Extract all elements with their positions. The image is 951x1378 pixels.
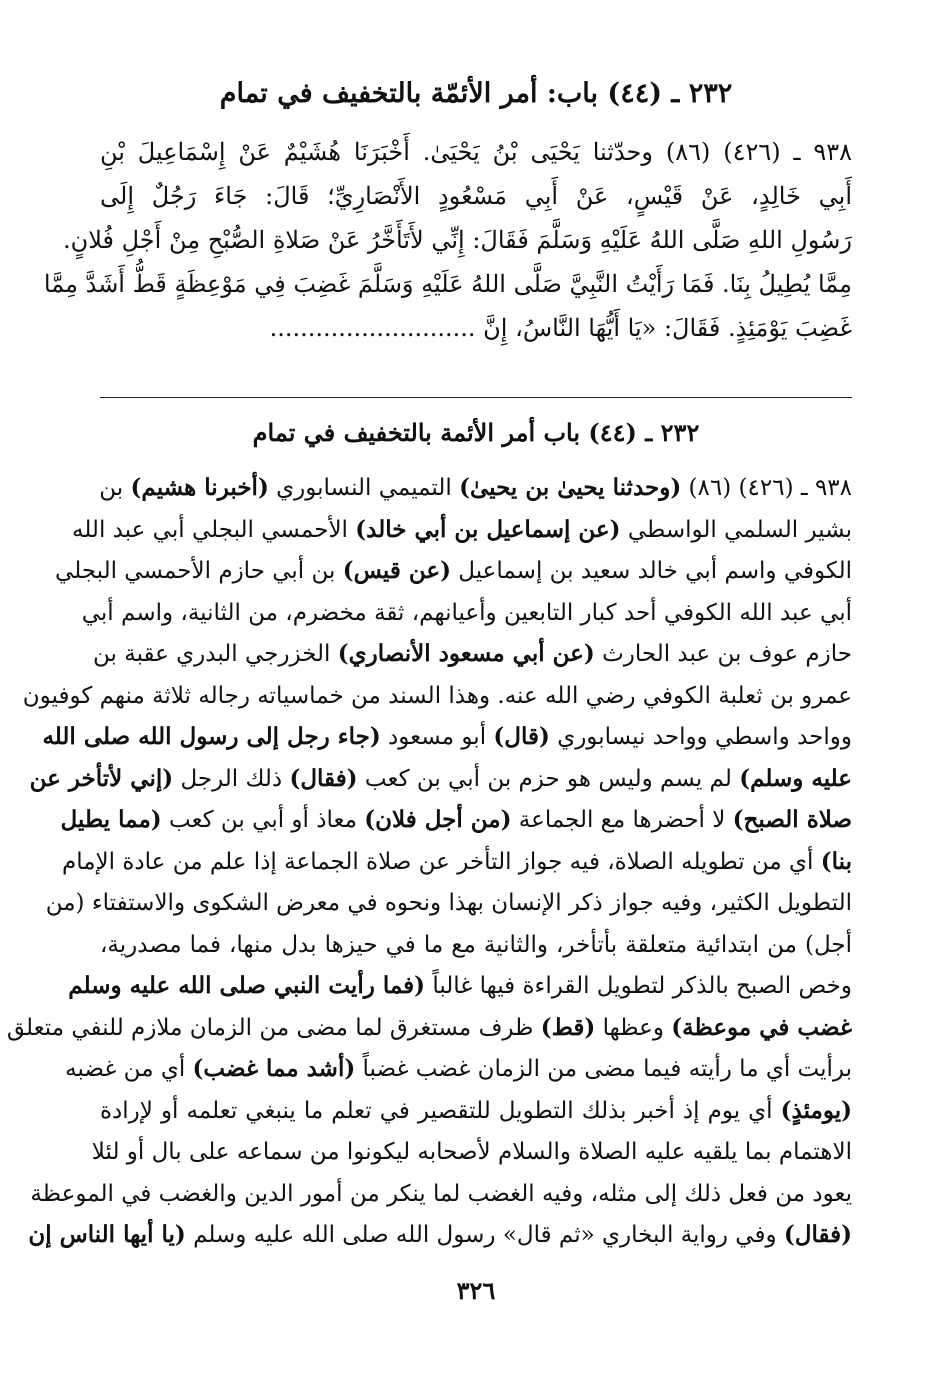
commentary-line [81,595,852,631]
commentary-line [65,1051,852,1087]
commentary-line [45,885,852,921]
hadith-line: غَضِبَ يَوْمَئِذٍ. فَقَالَ: «يَا أَيُّهَا النَّاسُ، إِنَّ ........................... [269,314,852,342]
quoted-hadith-text: (قال) [493,723,550,750]
quoted-hadith-text: (أشد مما غضب) [192,1055,356,1082]
commentary-line [42,719,852,755]
commentary-segment: الكوفي واسم أبي خالد سعيد بن إسماعيل [450,558,852,584]
divider-rule [100,397,852,398]
quoted-hadith-text: (يومئذٍ) [780,1096,852,1124]
quoted-hadith-text: (وحدثنا يحيىٰ بن يحيىٰ) [459,474,682,501]
quoted-hadith-text: (فقال) [289,764,358,792]
commentary-segment: بن [99,475,131,501]
quoted-hadith-text: صلاة الصبح) [732,806,852,833]
commentary-segment: برأيت أي ما رأيته فيما مضى من الزمان غضب غضباً [355,1056,852,1082]
hadith-chapter-title: ٢٣٢ ـ (٤٤) باب: أمر الأئمّة بالتخفيف في تمام [219,78,733,109]
commentary-line [6,1010,852,1046]
quoted-hadith-text: (قط) [540,1013,596,1041]
commentary-segment: يعود من فعل ذلك إلى مثله، وفيه الغضب لما ينكر من أمور الدين والغضب في الموعظة [30,1180,852,1207]
commentary-segment: بن أبي حازم الأحمسي البجلي [55,558,343,584]
commentary-segment: أجل) من ابتدائية متعلقة بأتأخر، والثانية مع ما في حيزها بدل منها، فما مصدرية، [100,931,852,958]
commentary-line [100,927,852,963]
quoted-hadith-text: (فقال) [783,1221,852,1248]
commentary-segment: أبي عبد الله الكوفي أحد كبار التابعين وأعيانهم، ثقة مخضرم، من الثانية، واسم أبي [81,599,852,626]
commentary-segment: وواحد واسطي وواحد نيسابوري [549,724,852,750]
hadith-line: ٩٣٨ ـ (٤٢٦) (٨٦) وحدّثنا يَحْيَى بْنُ يَحْيَىٰ. أَخْبَرَنَا هُشَيْمٌ عَنْ إِسْمَاعِيلَ بْنِ [100,138,853,166]
quoted-hadith-text: (مما يطيل [60,806,162,833]
commentary-segment: الاهتمام بما يلقيه عليه الصلاة والسلام لأصحابه ليكونوا من سماعه على بال أو لئلا [91,1139,852,1165]
commentary-segment: وفي رواية البخاري «ثم قال» رسول الله صلى الله عليه وسلم [185,1222,784,1248]
commentary-line [91,1134,852,1170]
page-number: ٣٢٦ [456,1276,496,1305]
commentary-segment: وخص الصبح بالذكر لتطويل القراءة فيها غالباً [425,973,852,999]
commentary-segment: لم يسم وليس هو حزم بن أبي بن كعب [357,765,740,792]
hadith-line: رَسُولِ اللهِ صَلَّى اللهُ عَلَيْهِ وَسَلَّمَ فَقَالَ: إِنِّي لأَتَأَخَّرُ عَنْ صَلاةِ الصُّبْحِ مِنْ أَجْلِ فُلانٍ. [62,226,852,254]
commentary-segment: أبو مسعود [380,724,494,750]
commentary-segment: ذلك الرجل [173,765,290,792]
commentary-segment: وعظها [595,1014,672,1041]
commentary-line [100,1093,852,1129]
commentary-line [29,761,852,797]
commentary-segment: الأحمسي البجلي أبي عبد الله [71,516,356,543]
quoted-hadith-text: (إني لأتأخر عن [29,764,174,792]
commentary-line [68,968,852,1004]
commentary-segment: الخزرجي البدري عقبة بن [93,641,338,667]
commentary-line [28,1217,852,1253]
commentary-segment: لا أحضرها مع الجماعة [511,807,733,833]
commentary-segment: أي يوم إذ أخبر بذلك التطويل للتقصير في تعلم ما ينبغي تعلمه أو لإرادة [100,1097,781,1124]
hadith-line: مِمَّا يُطِيلُ بِنَا. فَمَا رَأَيْتُ النَّبِيَّ صَلَّى اللهُ عَلَيْهِ وَسَلَّمَ غَضِبَ فِي مَوْعِظَةٍ قَطُّ أَشَدَّ مِمَّا [43,270,852,298]
quoted-hadith-text: عليه وسلم) [739,764,852,792]
quoted-hadith-text: (يا أيها الناس إن [28,1221,186,1248]
commentary-segment: التطويل الكثير، وفيه جواز ذكر الإنسان بهذا ونحوه في معرض الشكوى والاستفتاء (من [45,890,852,916]
commentary-segment: ٩٣٨ ـ (٤٢٦) (٨٦) [681,475,852,501]
commentary-segment: معاذ أو أبي بن كعب [161,807,365,833]
commentary-chapter-title: ٢٣٢ ـ (٤٤) باب أمر الأئمة بالتخفيف في تمام [252,418,700,447]
commentary-segment: بشير السلمي الواسطي [620,516,852,543]
quoted-hadith-text: (فما رأيت النبي صلى الله عليه وسلم [68,972,426,999]
commentary-line [93,636,852,672]
quoted-hadith-text: (أخبرنا هشيم) [130,474,269,501]
quoted-hadith-text: (عن قيس) [342,557,451,584]
quoted-hadith-text: بنا) [820,847,852,875]
commentary-segment: أي من تطويله الصلاة، فيه جواز التأخر عن صلاة الجماعة إذا علم من عادة الإمام [61,848,821,875]
hadith-line: أَبِي خَالِدٍ، عَنْ قَيْسٍ، عَنْ أَبِي مَسْعُودٍ الأَنْصَارِيِّ؛ قَالَ: جَاءَ رَجُلٌ إِلَى [100,182,852,210]
commentary-line [71,512,852,548]
commentary-line [100,470,852,506]
commentary-segment: التميمي النسابوري [268,475,460,501]
quoted-hadith-text: (من أجل فلان) [364,806,512,833]
commentary-segment: أي من غضبه [65,1056,193,1082]
commentary-line [60,802,852,838]
quoted-hadith-text: (جاء رجل إلى رسول الله صلى الله [42,723,381,750]
commentary-line [22,678,852,714]
commentary-line [30,1176,852,1212]
commentary-segment: عمرو بن ثعلبة الكوفي رضي الله عنه. وهذا السند من خماسياته رجاله ثلاثة منهم كوفيون [22,682,852,709]
commentary-line [55,553,852,589]
commentary-line [61,844,852,880]
commentary-segment: حازم عوف بن عبد الحارث [594,641,852,667]
quoted-hadith-text: غضب في موعظة) [671,1013,852,1041]
quoted-hadith-text: (عن أبي مسعود الأنصاري) [337,640,595,667]
commentary-segment: ظرف مستغرق لما مضى من الزمان ملازم للنفي متعلق [6,1014,541,1041]
quoted-hadith-text: (عن إسماعيل بن أبي خالد) [355,515,621,543]
